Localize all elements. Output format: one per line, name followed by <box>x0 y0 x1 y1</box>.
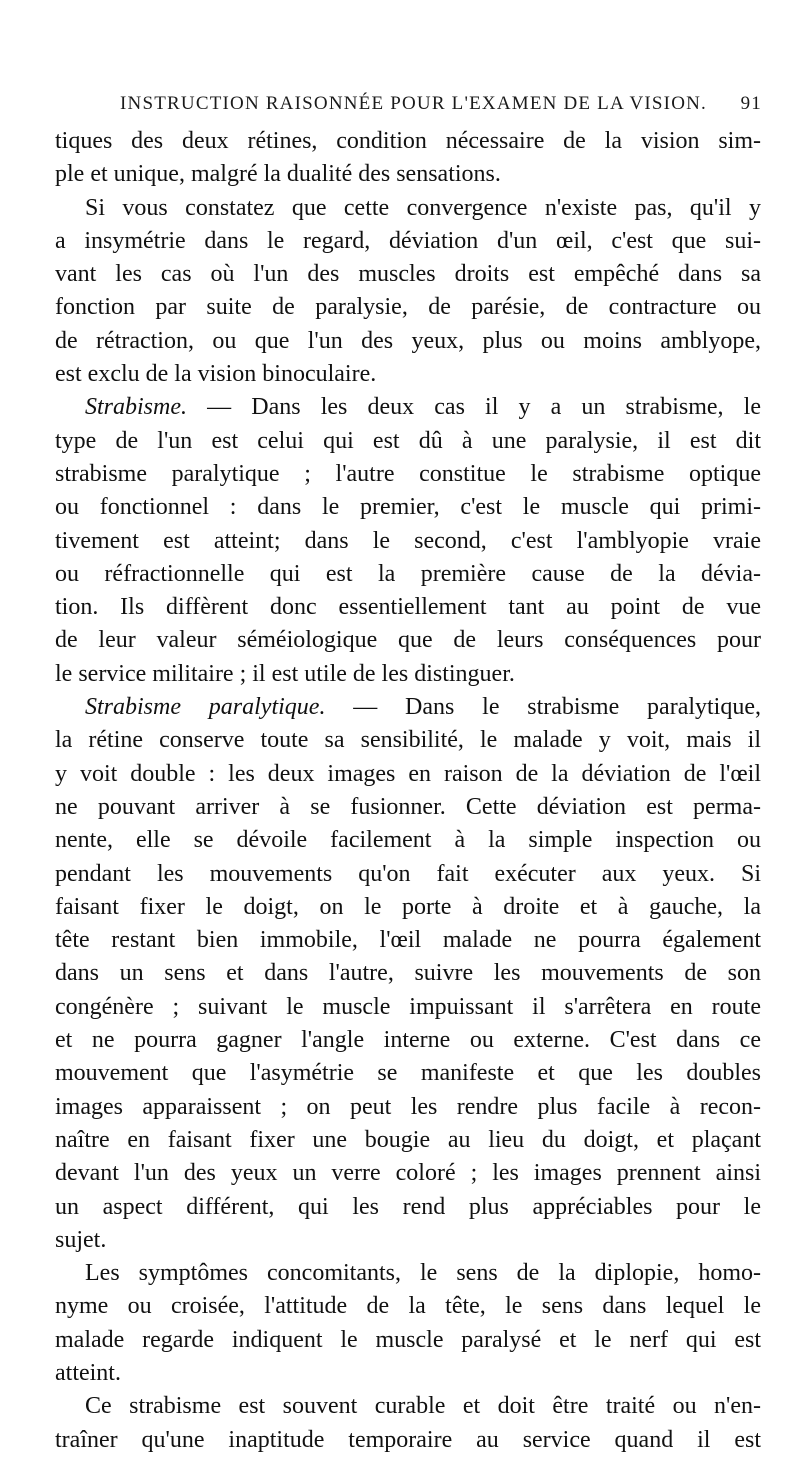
line-text: tivement est atteint; dans le second, c'est l'amblyopie vraie <box>55 527 761 554</box>
text-line <box>55 325 761 358</box>
text-line <box>55 1124 761 1157</box>
text-line <box>55 225 761 258</box>
text-line <box>55 691 761 724</box>
line-text: tête restant bien immobile, l'œil malade ne pourra également <box>55 927 761 954</box>
line-text: et ne pourra gagner l'angle interne ou externe. C'est dans ce <box>55 1027 761 1054</box>
text-line <box>55 1390 761 1423</box>
line-text: nente, elle se dévoile facilement à la simple inspection ou <box>55 827 761 854</box>
line-text: le service militaire ; il est utile de les distinguer. <box>55 660 515 687</box>
line-text: nyme ou croisée, l'attitude de la tête, le sens dans lequel le <box>55 1293 761 1320</box>
line-text: pendant les mouvements qu'on fait exécuter aux yeux. Si <box>55 860 761 887</box>
text-line <box>55 824 761 857</box>
text-line <box>55 358 761 391</box>
text-line <box>55 558 761 591</box>
line-text: de leur valeur séméiologique que de leurs conséquences pour <box>55 627 761 654</box>
text-line <box>55 991 761 1024</box>
line-text: sujet. <box>55 1226 107 1253</box>
text-line <box>55 1224 761 1257</box>
line-text: ou fonctionnel : dans le premier, c'est le muscle qui primi- <box>55 494 761 521</box>
text-line <box>55 1091 761 1124</box>
line-text: atteint. <box>55 1359 121 1386</box>
line-text: ou réfractionnelle qui est la première cause de la dévia- <box>55 560 761 587</box>
text-line <box>55 291 761 324</box>
line-text: naître en faisant fixer une bougie au lieu du doigt, et plaçant <box>55 1126 761 1153</box>
body-text <box>55 125 761 1457</box>
text-line <box>55 1024 761 1057</box>
line-text: Ce strabisme est souvent curable et doit être traité ou n'en- <box>85 1393 761 1420</box>
text-line <box>55 425 761 458</box>
line-text: — Dans le strabisme paralytique, <box>325 694 761 721</box>
text-line <box>55 591 761 624</box>
running-title: INSTRUCTION RAISONNÉE POUR L'EXAMEN DE LA VISION. <box>120 93 708 114</box>
line-text: mouvement que l'asymétrie se manifeste et que les doubles <box>55 1060 761 1087</box>
text-line <box>55 1057 761 1090</box>
text-line <box>55 891 761 924</box>
line-text: tiques des deux rétines, condition nécessaire de la vision sim- <box>55 128 761 154</box>
text-line <box>55 1357 761 1390</box>
line-text: malade regarde indiquent le muscle paralysé et le nerf qui est <box>55 1326 761 1353</box>
section-heading: Strabisme paralytique. <box>85 694 326 721</box>
line-text: y voit double : les deux images en raison de la déviation de l'œil <box>55 760 761 787</box>
line-text: images apparaissent ; on peut les rendre plus facile à recon- <box>55 1093 761 1120</box>
running-header <box>120 93 762 123</box>
line-text: ple et unique, malgré la dualité des sensations. <box>55 161 501 188</box>
text-line <box>55 1290 761 1323</box>
text-line <box>55 858 761 891</box>
line-text: devant l'un des yeux un verre coloré ; les images prennent ainsi <box>55 1160 761 1187</box>
line-text: dans un sens et dans l'autre, suivre les mouvements de son <box>55 960 761 987</box>
line-text: Si vous constatez que cette convergence n'existe pas, qu'il y <box>85 194 761 221</box>
line-text: de rétraction, ou que l'un des yeux, plus ou moins amblyope, <box>55 327 761 354</box>
line-text: est exclu de la vision binoculaire. <box>55 361 377 388</box>
line-text: la rétine conserve toute sa sensibilité, le malade y voit, mais il <box>55 727 761 754</box>
text-line <box>55 924 761 957</box>
text-line <box>55 791 761 824</box>
text-line <box>55 1324 761 1357</box>
line-text: strabisme paralytique ; l'autre constitue le strabisme optique <box>55 460 761 487</box>
text-line <box>55 1191 761 1224</box>
line-text: traîner qu'une inaptitude temporaire au service quand il est <box>55 1426 761 1453</box>
page-number: 91 <box>740 93 762 114</box>
line-text: vant les cas où l'un des muscles droits est empêché dans sa <box>55 261 761 288</box>
text-line <box>55 192 761 225</box>
section-heading: Strabisme. <box>85 394 187 421</box>
text-line <box>55 724 761 757</box>
text-line <box>55 158 761 191</box>
line-text: un aspect différent, qui les rend plus appréciables pour le <box>55 1193 761 1220</box>
line-text: Les symptômes concomitants, le sens de la diplopie, homo- <box>85 1260 761 1287</box>
line-text: congénère ; suivant le muscle impuissant il s'arrêtera en route <box>55 993 761 1020</box>
text-line <box>55 458 761 491</box>
text-line <box>55 525 761 558</box>
line-text: — Dans les deux cas il y a un strabisme, le <box>187 394 761 421</box>
text-line <box>55 957 761 990</box>
text-line <box>55 1157 761 1190</box>
text-line <box>55 491 761 524</box>
text-line <box>55 258 761 291</box>
line-text: tion. Ils diffèrent donc essentiellement tant au point de vue <box>55 594 761 621</box>
text-line <box>55 125 761 158</box>
line-text: faisant fixer le doigt, on le porte à droite et à gauche, la <box>55 893 761 920</box>
text-line <box>55 624 761 657</box>
text-line <box>55 1257 761 1290</box>
line-text: type de l'un est celui qui est dû à une paralysie, il est dit <box>55 427 761 454</box>
text-line <box>55 391 761 424</box>
line-text: ne pouvant arriver à se fusionner. Cette déviation est perma- <box>55 793 761 820</box>
line-text: fonction par suite de paralysie, de parésie, de contracture ou <box>55 294 761 321</box>
text-line <box>55 658 761 691</box>
text-line <box>55 758 761 791</box>
text-line <box>55 1424 761 1457</box>
line-text: a insymétrie dans le regard, déviation d'un œil, c'est que sui- <box>55 227 761 254</box>
